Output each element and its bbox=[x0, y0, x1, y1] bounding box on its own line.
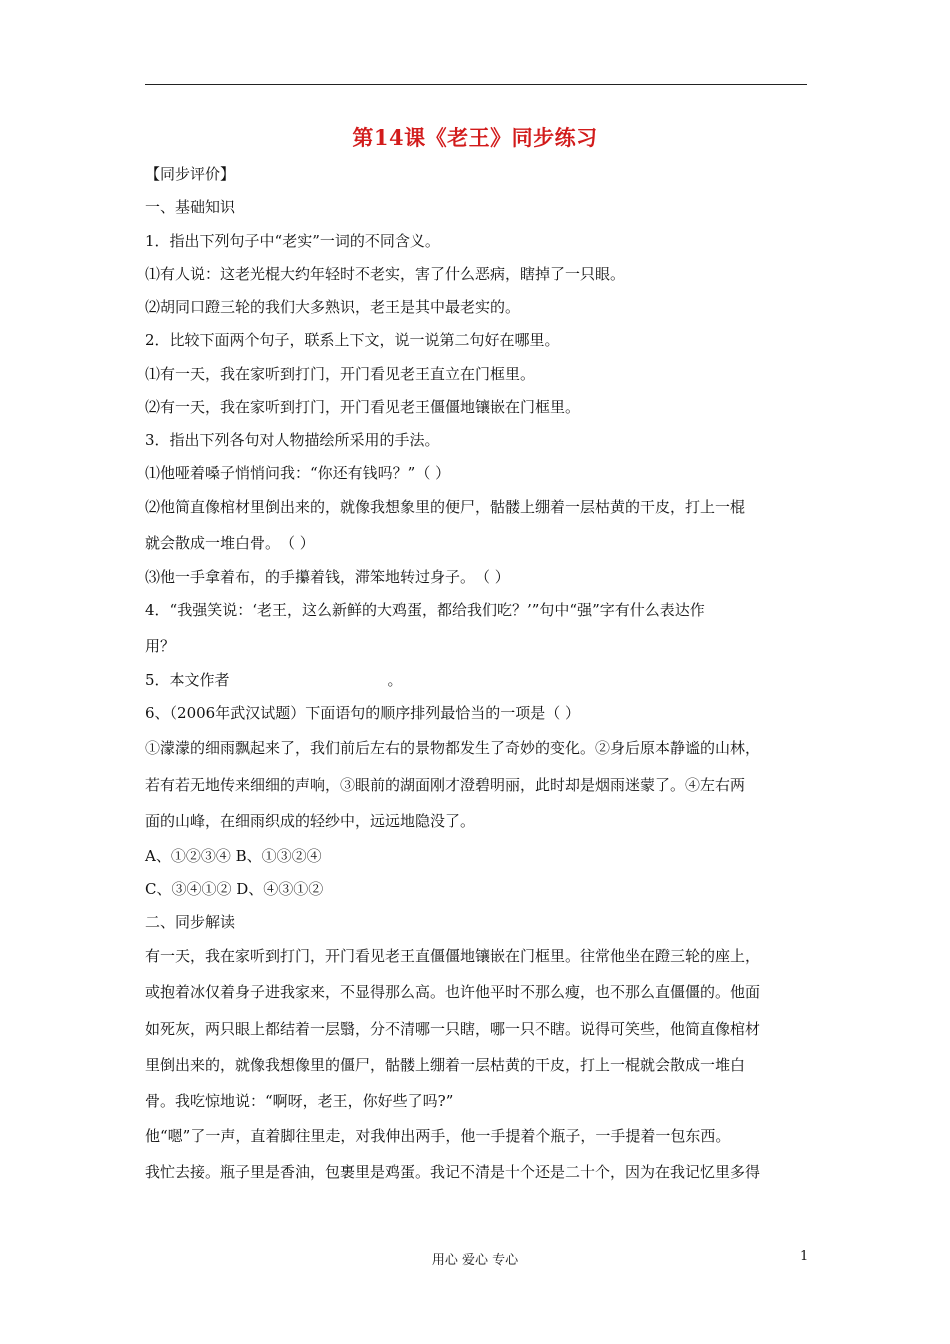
reading-line5: 骨。我吃惊地说：“啊呀，老王，你好些了吗?” bbox=[145, 1092, 454, 1110]
q1-stem: 1．指出下列句子中“老实”一词的不同含义。 bbox=[145, 232, 440, 250]
page-number: 1 bbox=[800, 1249, 809, 1264]
reading-line2: 或抱着冰仅着身子进我家来，不显得那么高。也许他平时不那么瘦，也不那么直僵僵的。他面 bbox=[145, 983, 761, 1001]
q4-line1: 4．“我强笑说：‘老王，这么新鲜的大鸡蛋，都给我们吃？’”句中“强”字有什么表达作 bbox=[145, 601, 705, 619]
q3-item1-answer-blank: （ ） bbox=[415, 464, 451, 482]
reading-line1: 有一天，我在家听到打门，开门看见老王直僵僵地镶嵌在门框里。往常他坐在蹬三轮的座上， bbox=[145, 947, 761, 965]
q6-passage-line1: ①濛濛的细雨飘起来了，我们前后左右的景物都发生了奇妙的变化。②身后原本静谧的山林， bbox=[145, 739, 761, 757]
reading-line7: 我忙去接。瓶子里是香油，包裹里是鸡蛋。我记不清是十个还是二十个，因为在我记忆里多得 bbox=[145, 1163, 761, 1181]
q2-stem: 2．比较下面两个句子，联系上下文，说一说第二句好在哪里。 bbox=[145, 331, 560, 349]
q5-text: 5．本文作者 bbox=[145, 671, 230, 689]
q3-item3-text: ⑶他一手拿着布，的手攥着钱，滞笨地转过身子。 bbox=[145, 568, 476, 586]
q2-item2: ⑵有一天，我在家听到打门，开门看见老王僵僵地镶嵌在门框里。 bbox=[145, 398, 581, 416]
q3-item1 bbox=[145, 463, 450, 483]
q3-item1-text: ⑴他哑着嗓子悄悄问我：“你还有钱吗？” bbox=[145, 464, 416, 482]
section-tag: 【同步评价】 bbox=[145, 165, 236, 183]
q6-options-row1: A、①②③④ B、①③②④ bbox=[145, 847, 322, 865]
q6-passage-line3: 面的山峰，在细雨织成的轻纱中，远远地隐没了。 bbox=[145, 812, 476, 830]
q3-item2-line2 bbox=[145, 533, 315, 553]
footer-motto: 用心 爱心 专心 bbox=[431, 1253, 519, 1268]
q3-item2-answer-blank: （ ） bbox=[280, 534, 315, 552]
part2-heading: 二、同步解读 bbox=[145, 913, 236, 931]
q3-stem: 3．指出下列各句对人物描绘所采用的手法。 bbox=[145, 431, 440, 449]
reading-line4: 里倒出来的，就像我想像里的僵尸，骷髅上绷着一层枯黄的干皮，打上一棍就会散成一堆白 bbox=[145, 1056, 746, 1074]
q1-item1: ⑴有人说：这老光棍大约年轻时不老实，害了什么恶病，瞎掉了一只眼。 bbox=[145, 265, 626, 283]
q3-item2-text: 就会散成一堆白骨。 bbox=[145, 534, 281, 552]
q4-line2: 用？ bbox=[145, 637, 176, 655]
q5-end: 。 bbox=[387, 671, 403, 689]
header-rule bbox=[145, 84, 807, 85]
q2-item1: ⑴有一天，我在家听到打门，开门看见老王直立在门框里。 bbox=[145, 365, 536, 383]
q3-item2-line1: ⑵他简直像棺材里倒出来的，就像我想象里的便尸，骷髅上绷着一层枯黄的干皮，打上一棍 bbox=[145, 498, 746, 516]
q3-item3-answer-blank: （ ） bbox=[475, 568, 510, 586]
reading-line3: 如死灰，两只眼上都结着一层翳，分不清哪一只瞎，哪一只不瞎。说得可笑些，他简直像棺材 bbox=[145, 1020, 761, 1038]
part1-heading: 一、基础知识 bbox=[145, 198, 236, 216]
page-title: 第14课《老王》同步练习 bbox=[352, 125, 598, 150]
q6-passage-line2: 若有若无地传来细细的声响，③眼前的湖面刚才澄碧明丽，此时却是烟雨迷蒙了。④左右两 bbox=[145, 776, 746, 794]
reading-line6: 他“嗯”了一声，直着脚往里走，对我伸出两手，他一手提着个瓶子，一手提着一包东西。 bbox=[145, 1127, 731, 1145]
q1-item2: ⑵胡同口蹬三轮的我们大多熟识，老王是其中最老实的。 bbox=[145, 298, 521, 316]
q5-line bbox=[145, 670, 403, 690]
q6-options-row2: C、③④①② D、④③①② bbox=[145, 880, 324, 898]
q3-item3 bbox=[145, 567, 510, 587]
q6-stem: 6、（2006年武汉试题）下面语句的顺序排列最恰当的一项是（ ） bbox=[145, 704, 580, 722]
